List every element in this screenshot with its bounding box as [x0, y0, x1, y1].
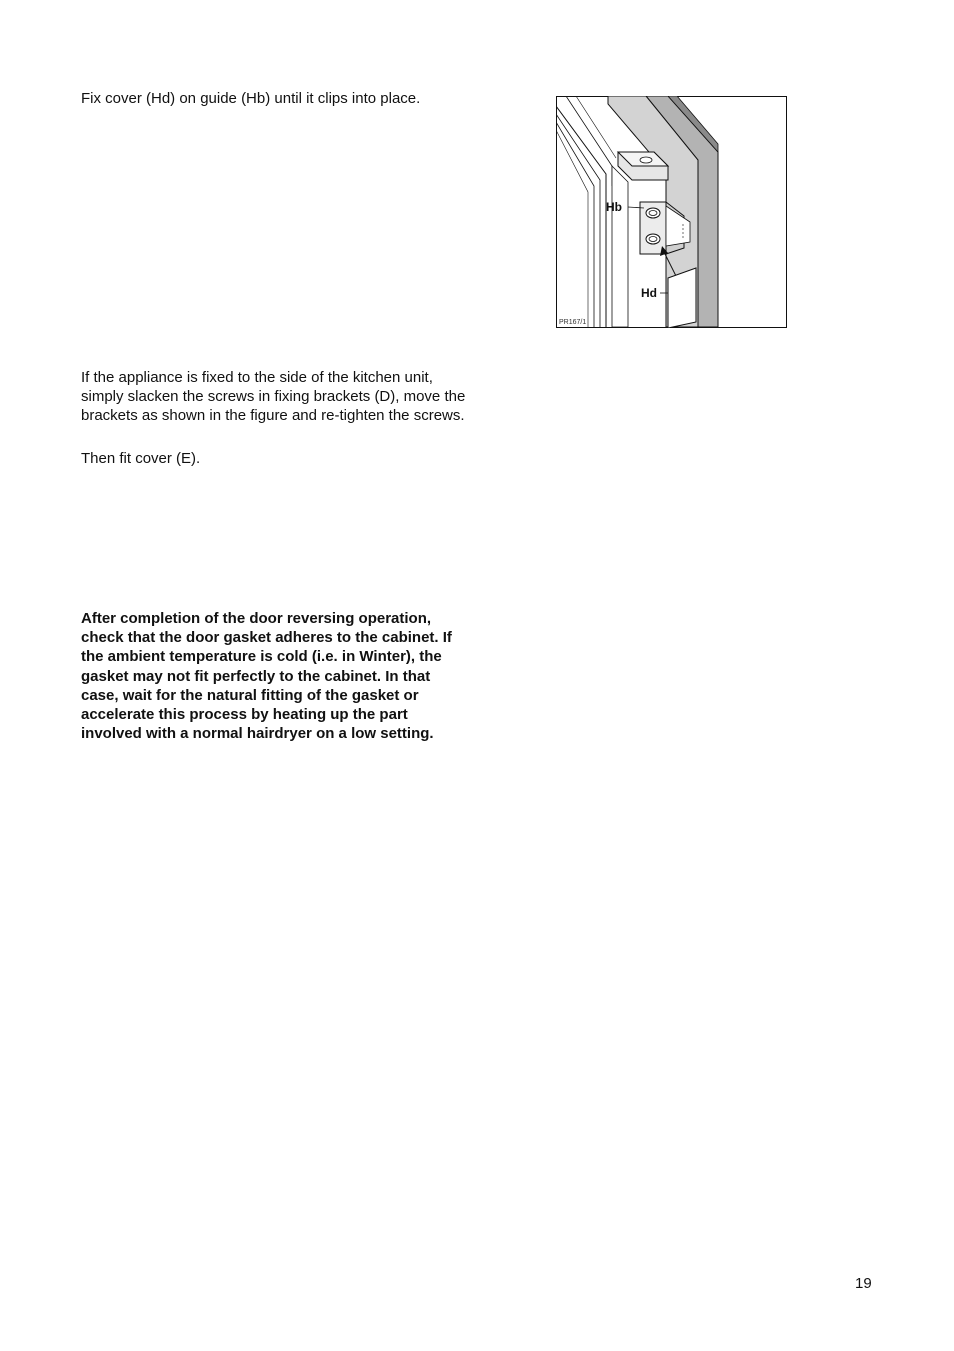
- instruction-side-fixing: If the appliance is fixed to the side of the kitchen unit, simply slacken the screws in fixing brackets (D), move the brackets as shown in the figure and re-tighten the screws.: [81, 369, 466, 425]
- instruction-fix-cover: Fix cover (Hd) on guide (Hb) until it clips into place.: [81, 90, 421, 107]
- gasket-warning: After completion of the door reversing operation, check that the door gasket adheres to the cabinet. If the ambient temperature is cold (i.e. in Winter), the gasket may not fit perfectly to the cabinet. In that case, wait for the natural fitting of the gasket or accelerate this process by heating up the part involved with a normal hairdryer on a low setting.: [81, 610, 452, 743]
- figure-code: PR167/1: [559, 319, 587, 326]
- instruction-fit-cover: Then fit cover (E).: [81, 450, 201, 467]
- label-hd: Hd: [641, 286, 657, 300]
- page-number: 19: [855, 1275, 872, 1292]
- label-hb: Hb: [606, 200, 622, 214]
- hinge-cover-illustration: [556, 96, 787, 328]
